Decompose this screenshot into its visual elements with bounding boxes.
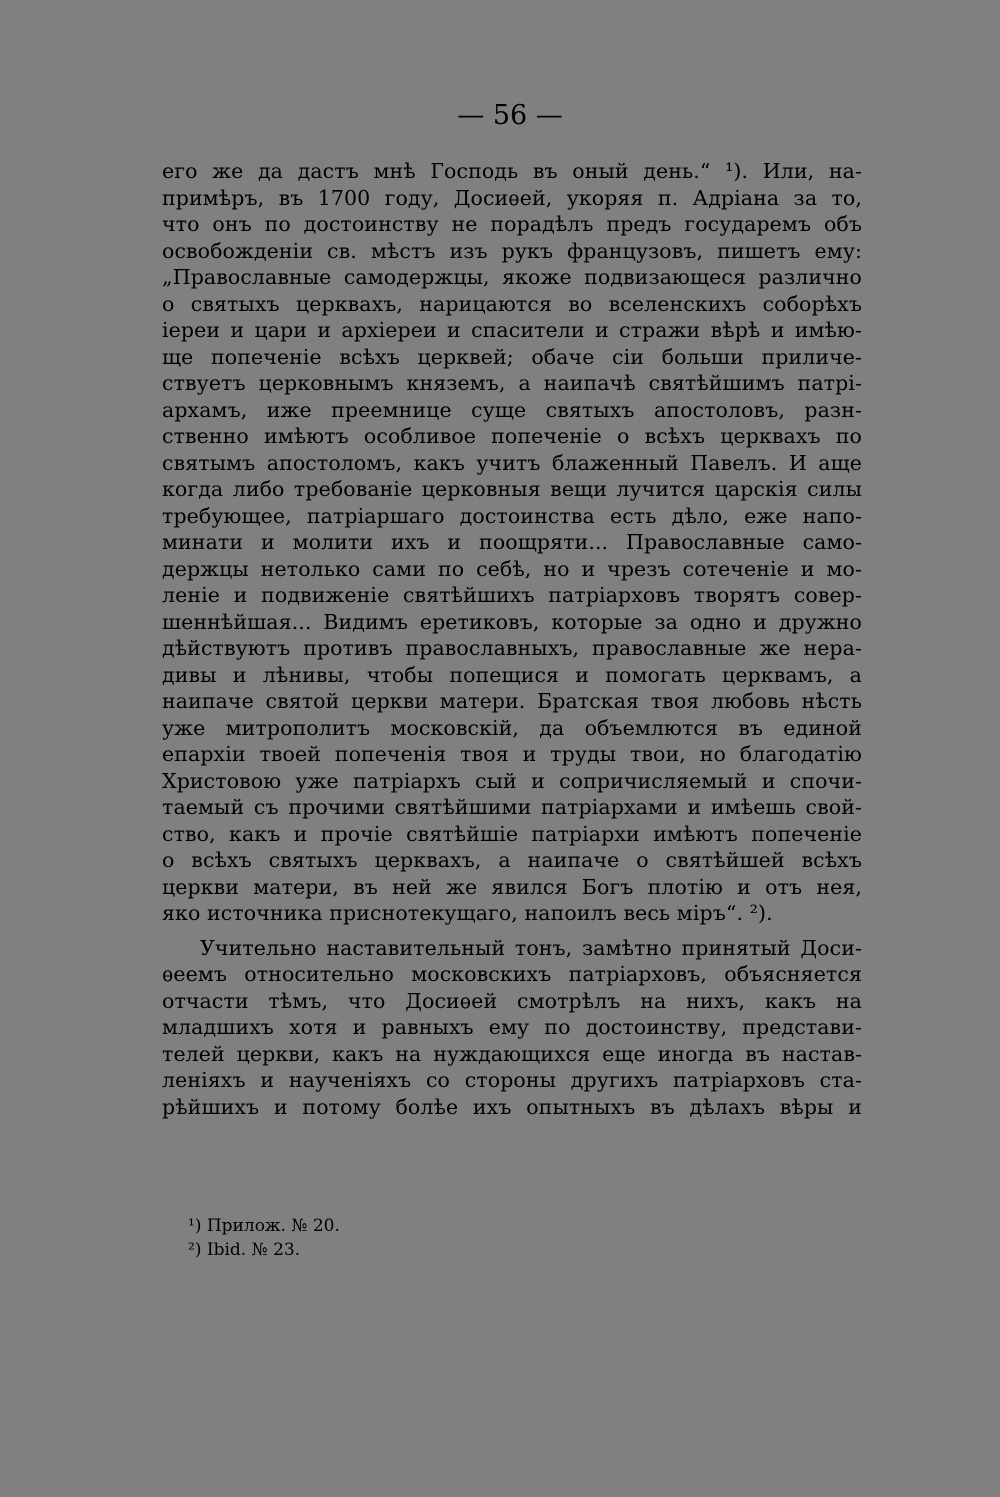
text-line: святымъ апостоломъ, какъ учитъ блаженный Павелъ. И аще xyxy=(162,450,862,475)
text-line: ственно имѣютъ особливое попеченіе о всѣхъ церквахъ по xyxy=(162,424,862,448)
text-line: отчасти тѣмъ, что Досиѳей смотрѣлъ на нихъ, какъ на xyxy=(162,988,862,1013)
text-line: о всѣхъ святыхъ церквахъ, а наипаче о святѣйшей всѣхъ xyxy=(162,848,862,872)
paragraph-1 xyxy=(162,158,862,927)
text-line: іереи и цари и архіереи и спасители и стражи вѣрѣ и имѣю- xyxy=(162,318,862,342)
text-line: минати и молити ихъ и поощряти... Православные само- xyxy=(162,530,862,554)
page-number: — 56 — xyxy=(457,100,563,131)
text-line: таемый съ прочими святѣйшими патріархами и имѣешь свой- xyxy=(162,795,862,819)
text-line: наипаче святой церкви матери. Братская твоя любовь нѣсть xyxy=(162,689,862,713)
text-line: о святыхъ церквахъ, нарицаются во вселенскихъ соборѣхъ xyxy=(162,291,862,316)
text-line: Учительно наставительный тонъ, замѣтно принятый Доси- xyxy=(200,935,862,960)
text-line: что онъ по достоинству не порадѣлъ предъ государемъ объ xyxy=(162,212,862,236)
text-line: младшихъ хотя и равныхъ ему по достоинству, представи- xyxy=(162,1015,862,1039)
text-line: епархіи твоей попеченія твоя и труды твои, но благодатію xyxy=(162,742,862,766)
text-line: Христовою уже патріархъ сый и сопричисляемый и спочи- xyxy=(162,768,862,793)
text-line: ще попеченіе всѣхъ церквей; обаче сіи больши приличе- xyxy=(162,344,862,369)
text-line: архамъ, иже преемнице суще святыхъ апостоловъ, разн- xyxy=(162,397,862,422)
text-line: когда либо требованіе церковныя вещи лучится царскія силы xyxy=(162,477,862,501)
text-line: ѳеемъ относительно московскихъ патріарховъ, объясняется xyxy=(162,962,862,986)
text-line: дивы и лѣнивы, чтобы попещися и помогать церквамъ, а xyxy=(162,662,862,687)
text-line: „Православные самодержцы, якоже подвизающеся различно xyxy=(162,265,862,289)
footnote: ¹) Прилож. № 20. xyxy=(188,1216,340,1236)
paragraph-gap xyxy=(162,927,862,935)
text-line: уже митрополитъ московскій, да объемлются въ единой xyxy=(162,715,862,740)
text-line: шеннѣйшая... Видимъ еретиковъ, которые за одно и дружно xyxy=(162,609,862,634)
paragraph-2 xyxy=(162,935,862,1121)
text-line: требующее, патріаршаго достоинства есть дѣло, еже напо- xyxy=(162,503,862,528)
text-line: яко источника приснотекущаго, напоилъ весь міръ“. ²). xyxy=(162,901,773,925)
text-line: ствуетъ церковнымъ княземъ, а наипачѣ святѣйшимъ патрі- xyxy=(162,371,862,395)
text-line: рѣйшихъ и потому болѣе ихъ опытныхъ въ дѣлахъ вѣры и xyxy=(162,1094,862,1119)
text-line: держцы нетолько сами по себѣ, но и чрезъ сотеченіе и мо- xyxy=(162,556,862,581)
text-line: примѣръ, въ 1700 году, Досиѳей, укоряя п. Адріана за то, xyxy=(162,185,862,210)
footnotes xyxy=(188,1214,588,1262)
text-line: дѣйствуютъ противъ православныхъ, православные же нера- xyxy=(162,636,862,660)
text-line: ство, какъ и прочіе святѣйшіе патріархи имѣютъ попеченіе xyxy=(162,821,862,846)
text-line: леніе и подвиженіе святѣйшихъ патріарховъ творятъ совер- xyxy=(162,583,862,607)
text-line: его же да дастъ мнѣ Господь въ оный день.“ ¹). Или, на- xyxy=(162,159,862,183)
text-line: церкви матери, въ ней же явился Богъ плотію и отъ нея, xyxy=(162,874,862,899)
footnote: ²) Ibid. № 23. xyxy=(188,1240,301,1260)
text-line: леніяхъ и наученіяхъ со стороны другихъ патріарховъ ста- xyxy=(162,1068,862,1092)
text-line: телей церкви, какъ на нуждающихся еще иногда въ настав- xyxy=(162,1041,862,1066)
body-text xyxy=(162,158,862,1120)
text-line: освобожденіи св. мѣстъ изъ рукъ французовъ, пишетъ ему: xyxy=(162,238,862,263)
